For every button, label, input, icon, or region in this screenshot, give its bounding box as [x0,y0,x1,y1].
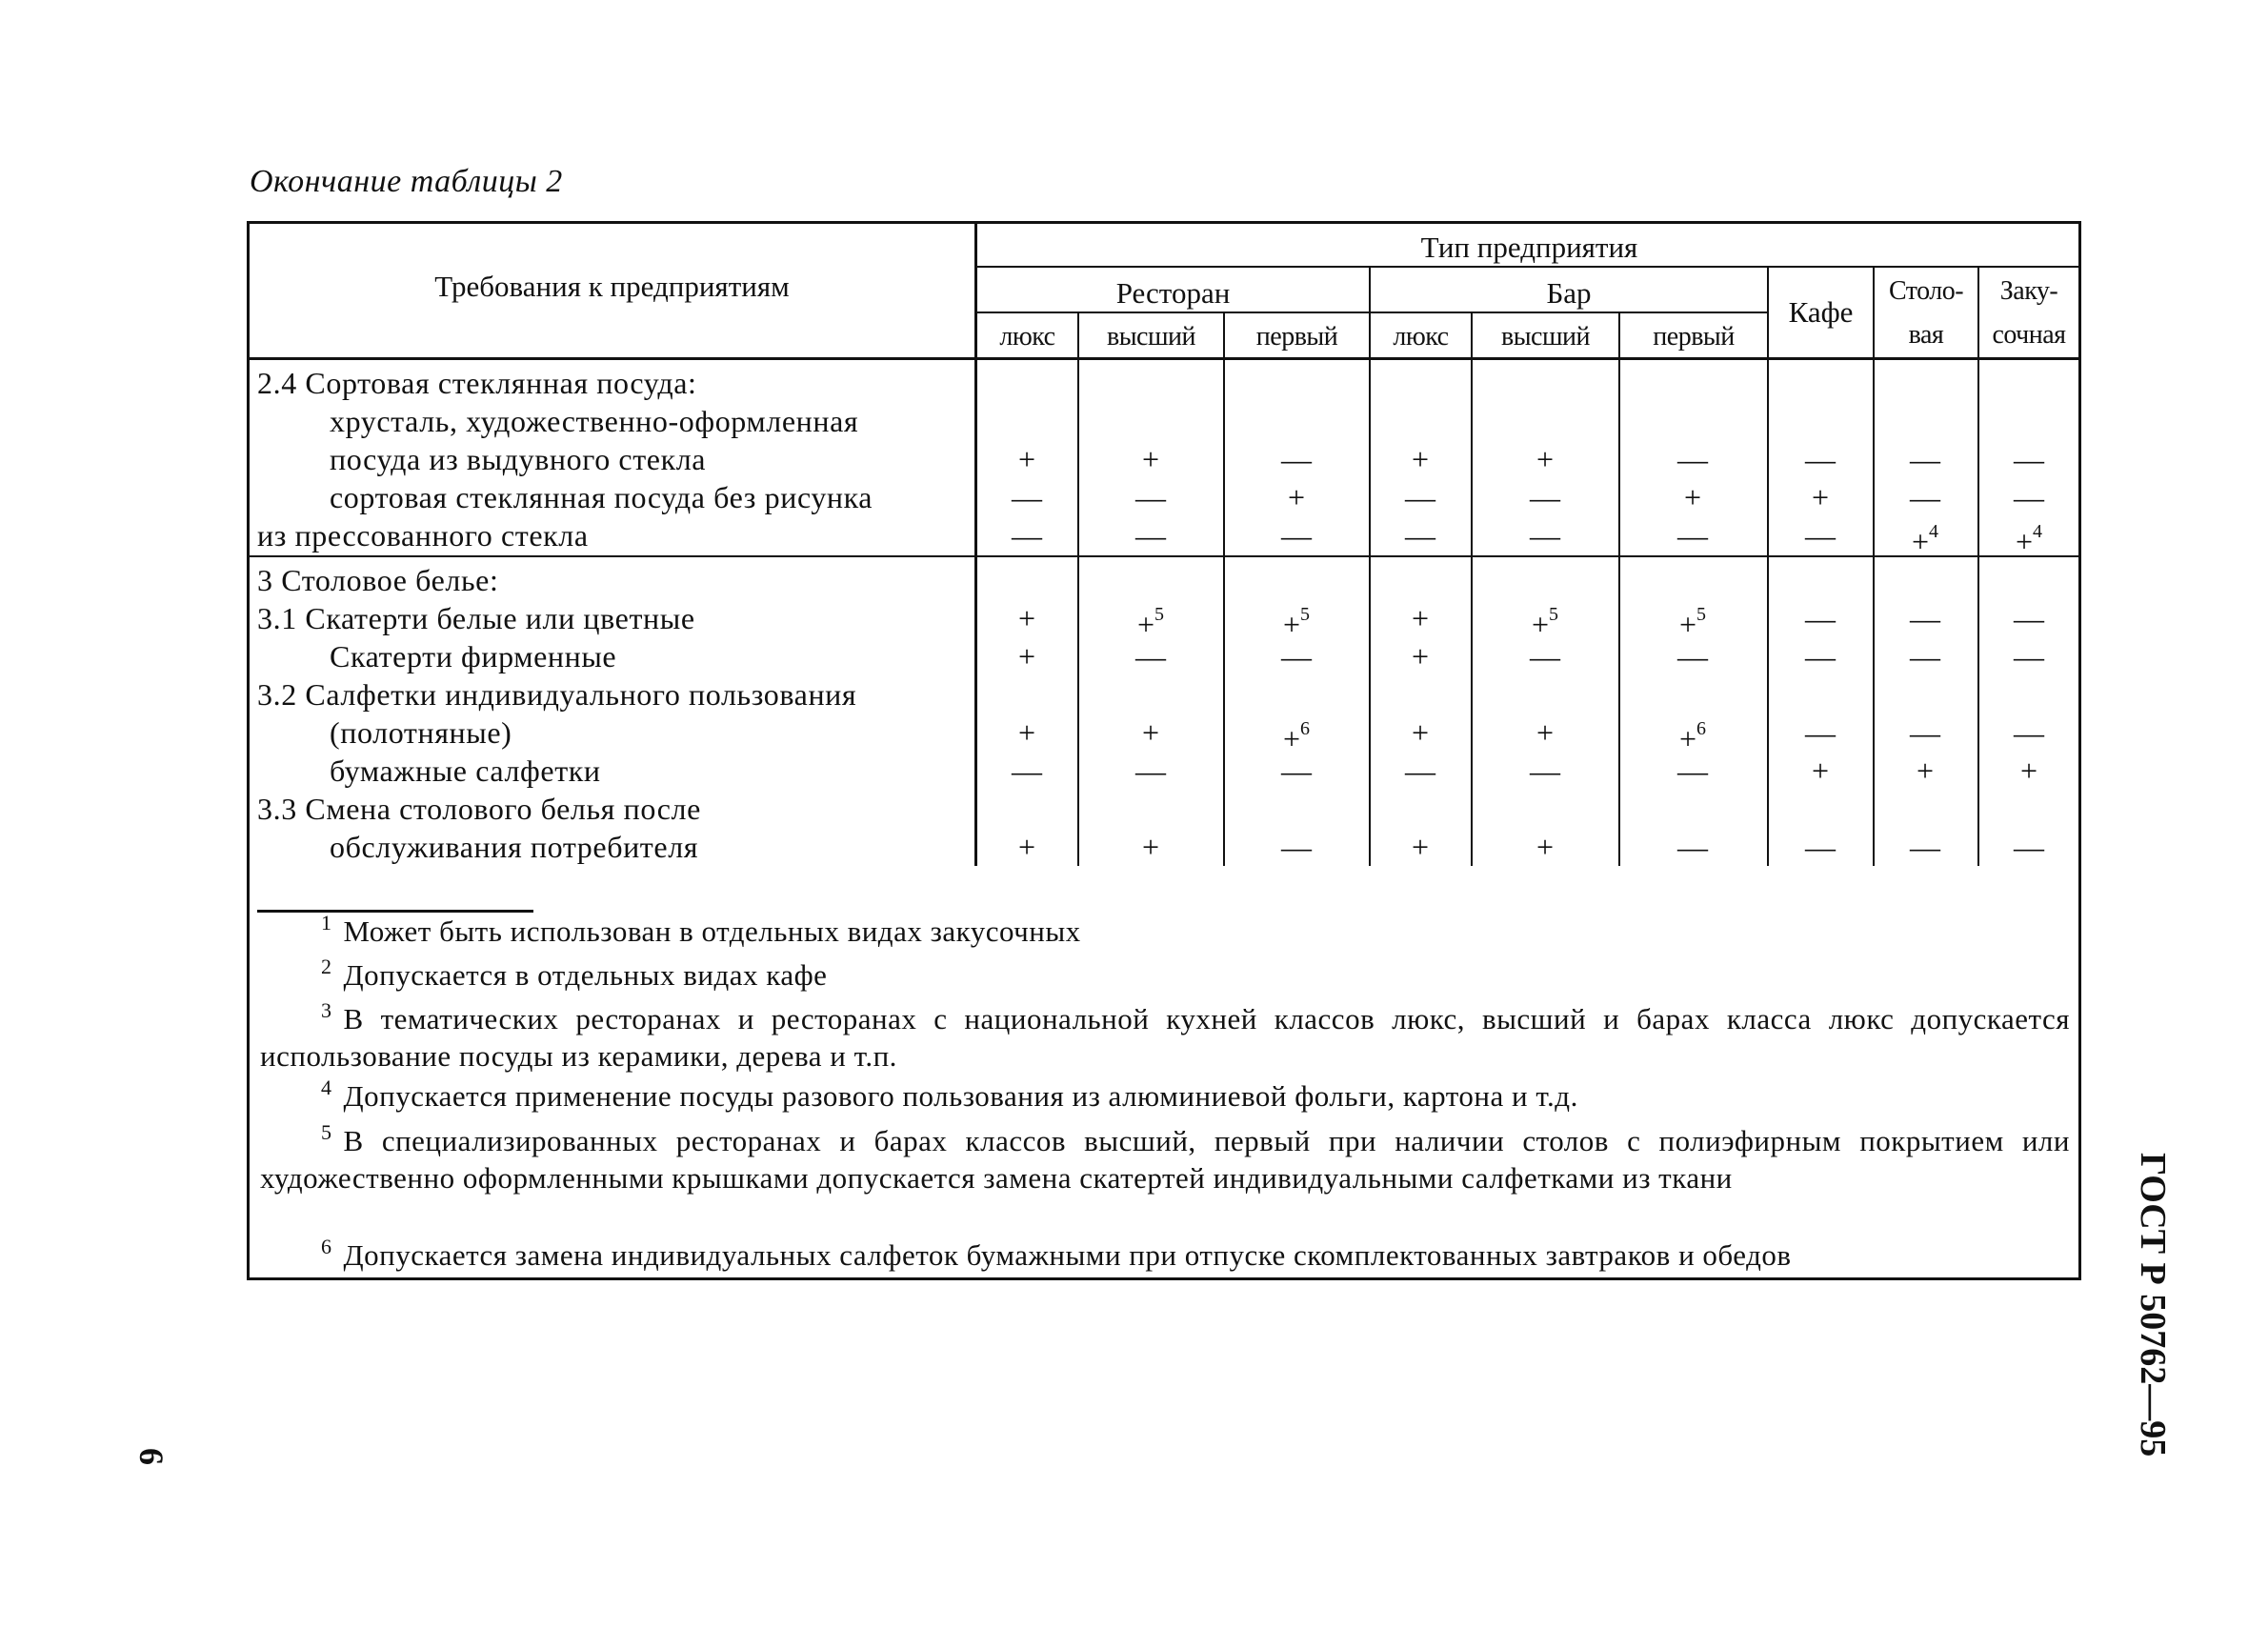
cell-mark: + [1136,607,1155,642]
type-underline [974,266,2081,268]
cell-mark: — [1281,830,1312,864]
header-snack-1: Заку- [1999,276,2058,306]
cell-mark: — [2014,715,2044,750]
table-cell [1113,752,1189,790]
table-cell [1258,828,1335,866]
table-cell [1655,752,1731,790]
cell-mark: — [1805,830,1836,864]
table-cell [1113,440,1189,478]
table-cell [1113,713,1189,752]
table-cell [1887,599,1963,637]
footnote [260,1235,2070,1276]
cell-mark: + [1017,830,1036,864]
table-cell [1782,599,1858,637]
cell-mark: + [1017,601,1036,635]
cell-mark: + [1683,480,1702,514]
cell-mark: — [1805,601,1836,635]
footnote [260,911,2070,952]
table-cell [1991,440,2067,478]
cell-footnote-ref: 5 [1154,604,1165,625]
cell-mark: + [1535,830,1555,864]
footnote-number: 5 [321,1120,332,1144]
table-cell [1507,478,1583,516]
row-label: 3.2 Салфетки индивидуального пользования [257,677,857,712]
cell-mark: + [1287,480,1306,514]
cell-mark: + [1282,607,1301,642]
footnote-number: 6 [321,1235,332,1258]
header-first-bar: первый [1653,322,1735,352]
table-cell [1887,828,1963,866]
row-label: обслуживания потребителя [330,830,699,864]
header-divider-vertical [974,221,977,866]
cell-footnote-ref: 5 [1300,604,1311,625]
header-type: Тип предприятия [1420,231,1638,264]
table-cell [989,828,1065,866]
cell-mark: + [1411,715,1430,750]
table-cell [1782,828,1858,866]
cell-footnote-ref: 4 [1929,521,1939,542]
cell-mark: — [1012,754,1042,788]
cell-mark: — [1135,518,1166,553]
table-cell [1887,637,1963,675]
cell-mark: + [1916,754,1935,788]
cell-mark: — [1405,754,1435,788]
cell-mark: — [1530,639,1560,673]
footnote-rule [257,910,533,913]
table-cell [1258,637,1335,675]
cell-mark: + [2019,754,2038,788]
table-cell [1113,828,1189,866]
footnote [260,1120,2070,1196]
cell-mark: — [1910,601,1940,635]
table-cell [1887,516,1963,561]
table-cell [1991,713,2067,752]
table-cell [1655,516,1731,554]
class-underline [974,312,1767,313]
table-cell [1382,440,1458,478]
row-label: 3 Столовое белье: [257,563,499,597]
header-requirements: Требования к предприятиям [434,270,790,303]
header-lux-bar: люкс [1393,322,1449,352]
cell-mark: — [1135,639,1166,673]
table-cell [1507,440,1583,478]
row-label: хрусталь, художественно-оформленная [330,404,859,438]
header-bar: Бар [1546,276,1592,310]
header-cafe: Кафе [1788,295,1854,329]
table-cell [1507,828,1583,866]
table-cell [1258,440,1335,478]
cell-mark: — [1805,518,1836,553]
cell-mark: + [1678,721,1697,756]
header-canteen-1: Столо- [1888,276,1964,306]
cell-mark: — [1805,639,1836,673]
row-label: из прессованного стекла [257,518,589,553]
cell-mark: + [1411,639,1430,673]
cell-mark: — [2014,442,2044,476]
cell-mark: — [1135,480,1166,514]
cell-mark: — [1281,518,1312,553]
table-cell [1655,440,1731,478]
cell-mark: — [1530,754,1560,788]
table-cell [989,516,1065,554]
footnote-text: Допускается замена индивидуальных салфеток бумажными при отпуске скомплектованных завтраков и обедов [343,1238,1792,1272]
page-number: 6 [132,1448,171,1465]
table-cell [1782,637,1858,675]
table-cell [1887,478,1963,516]
col-line [1471,313,1473,866]
header-lux-restaurant: люкс [999,322,1055,352]
footnote [260,955,2070,995]
cell-mark: + [2015,524,2034,559]
cell-mark: — [1910,639,1940,673]
cell-mark: — [1677,754,1708,788]
cell-mark: — [1405,518,1435,553]
cell-mark: + [1811,480,1830,514]
table-cell [989,440,1065,478]
table-cell [1507,516,1583,554]
row-label: сортовая стеклянная посуда без рисунка [330,480,873,514]
cell-mark: + [1141,442,1160,476]
cell-mark: + [1535,715,1555,750]
table-cell [1782,516,1858,554]
footnote-text: Допускается в отдельных видах кафе [343,958,828,992]
table-cell [1258,478,1335,516]
row-label: Скатерти фирменные [330,639,617,673]
cell-mark: — [1012,480,1042,514]
cell-mark: — [2014,601,2044,635]
cell-mark: + [1411,442,1430,476]
cell-footnote-ref: 6 [1696,718,1707,739]
cell-mark: — [1677,639,1708,673]
table-cell [989,752,1065,790]
cell-mark: — [1135,754,1166,788]
cell-mark: — [1530,480,1560,514]
table-cell [1991,599,2067,637]
footnote-number: 1 [321,911,332,935]
cell-mark: + [1141,715,1160,750]
table-cell [1991,478,2067,516]
table-caption: Окончание таблицы 2 [250,164,563,199]
cell-mark: — [1281,754,1312,788]
cell-mark: — [2014,639,2044,673]
cell-mark: — [1677,518,1708,553]
cell-footnote-ref: 4 [2033,521,2043,542]
table-cell [1258,516,1335,554]
cell-mark: — [1910,442,1940,476]
cell-mark: — [1677,442,1708,476]
table-cell [1382,516,1458,554]
header-canteen-2: вая [1908,320,1944,350]
col-line [1077,313,1079,866]
header-high-restaurant: высший [1107,322,1195,352]
table-cell [1782,440,1858,478]
row-label: бумажные салфетки [330,754,601,788]
cell-mark: — [2014,480,2044,514]
cell-mark: + [1531,607,1550,642]
table-cell [1782,713,1858,752]
table-cell [1655,828,1731,866]
table-cell [1113,478,1189,516]
table-cell [1382,637,1458,675]
cell-mark: — [1405,480,1435,514]
table-cell [1655,637,1731,675]
table-cell [1887,752,1963,790]
cell-mark: + [1811,754,1830,788]
cell-mark: — [1910,830,1940,864]
table-cell [1887,440,1963,478]
table-cell [1991,516,2067,561]
cell-mark: — [1805,442,1836,476]
cell-mark: + [1411,601,1430,635]
cell-mark: + [1411,830,1430,864]
header-first-restaurant: первый [1255,322,1338,352]
footnote [260,1075,2070,1116]
table-cell [1991,637,2067,675]
table-cell [1991,752,2067,790]
footnote-text: Допускается применение посуды разового пользования из алюминиевой фольги, картона и т.д. [343,1079,1578,1113]
table-cell [1507,752,1583,790]
row-label: 3.3 Смена столового белья после [257,792,701,826]
table-cell [1507,637,1583,675]
cell-mark: — [1910,480,1940,514]
section-divider [247,555,2081,557]
table-cell [1507,713,1583,752]
footnote [260,998,2070,1074]
table-cell [1782,478,1858,516]
footnote-text: Может быть использован в отдельных видах закусочных [343,914,1081,948]
table-cell [1382,713,1458,752]
table-cell [1991,828,2067,866]
cell-mark: + [1141,830,1160,864]
table-cell [1782,752,1858,790]
col-line [1223,313,1225,866]
table-cell [1887,713,1963,752]
table-cell [1113,516,1189,554]
cell-mark: — [1910,715,1940,750]
cell-mark: — [1805,715,1836,750]
cell-mark: + [1017,639,1036,673]
cell-mark: — [1677,830,1708,864]
col-line [1977,268,1979,866]
cell-mark: — [1281,442,1312,476]
col-line [1618,313,1620,866]
footnote-text: В специализированных ресторанах и барах классов высший, первый при наличии столов с полиэфирным покрытием или художественно оформленными крышками допускается замена скатертей индивидуальными салфетками из ткани [260,1124,2070,1195]
table-cell [1258,752,1335,790]
cell-mark: + [1678,607,1697,642]
table-cell [989,713,1065,752]
table-cell [1113,637,1189,675]
cell-mark: + [1017,715,1036,750]
row-label: 2.4 Сортовая стеклянная посуда: [257,366,697,400]
table-cell [1382,599,1458,637]
standard-designation: ГОСТ Р 50762—95 [2133,1153,2173,1457]
header-bottom-line [247,357,2081,360]
cell-mark: — [2014,830,2044,864]
footnote-number: 3 [321,998,332,1022]
col-line [1369,268,1371,866]
cell-footnote-ref: 5 [1696,604,1707,625]
table-cell [989,637,1065,675]
table-cell [989,478,1065,516]
cell-mark: — [1281,639,1312,673]
cell-footnote-ref: 5 [1549,604,1559,625]
header-high-bar: высший [1501,322,1590,352]
table-cell [1382,828,1458,866]
row-label: (полотняные) [330,715,512,750]
cell-mark: — [1012,518,1042,553]
table-cell [1382,752,1458,790]
col-line [1873,268,1875,866]
footnote-number: 2 [321,955,332,978]
col-line [1767,268,1769,866]
cell-mark: + [1535,442,1555,476]
footnote-number: 4 [321,1075,332,1099]
row-label: 3.1 Скатерти белые или цветные [257,601,695,635]
header-restaurant: Ресторан [1115,276,1231,310]
header-snack-2: сочная [1992,320,2066,350]
cell-mark: + [1017,442,1036,476]
row-label: посуда из выдувного стекла [330,442,707,476]
footnote-text: В тематических ресторанах и ресторанах с национальной кухней классов люкс, высший и барах класса люкс допускается использование посуды из керамики, дерева и т.п. [260,1002,2070,1073]
cell-mark: + [1911,524,1930,559]
cell-footnote-ref: 6 [1300,718,1311,739]
cell-mark: — [1530,518,1560,553]
table-cell [1382,478,1458,516]
table-cell [989,599,1065,637]
table-cell [1655,478,1731,516]
cell-mark: + [1282,721,1301,756]
